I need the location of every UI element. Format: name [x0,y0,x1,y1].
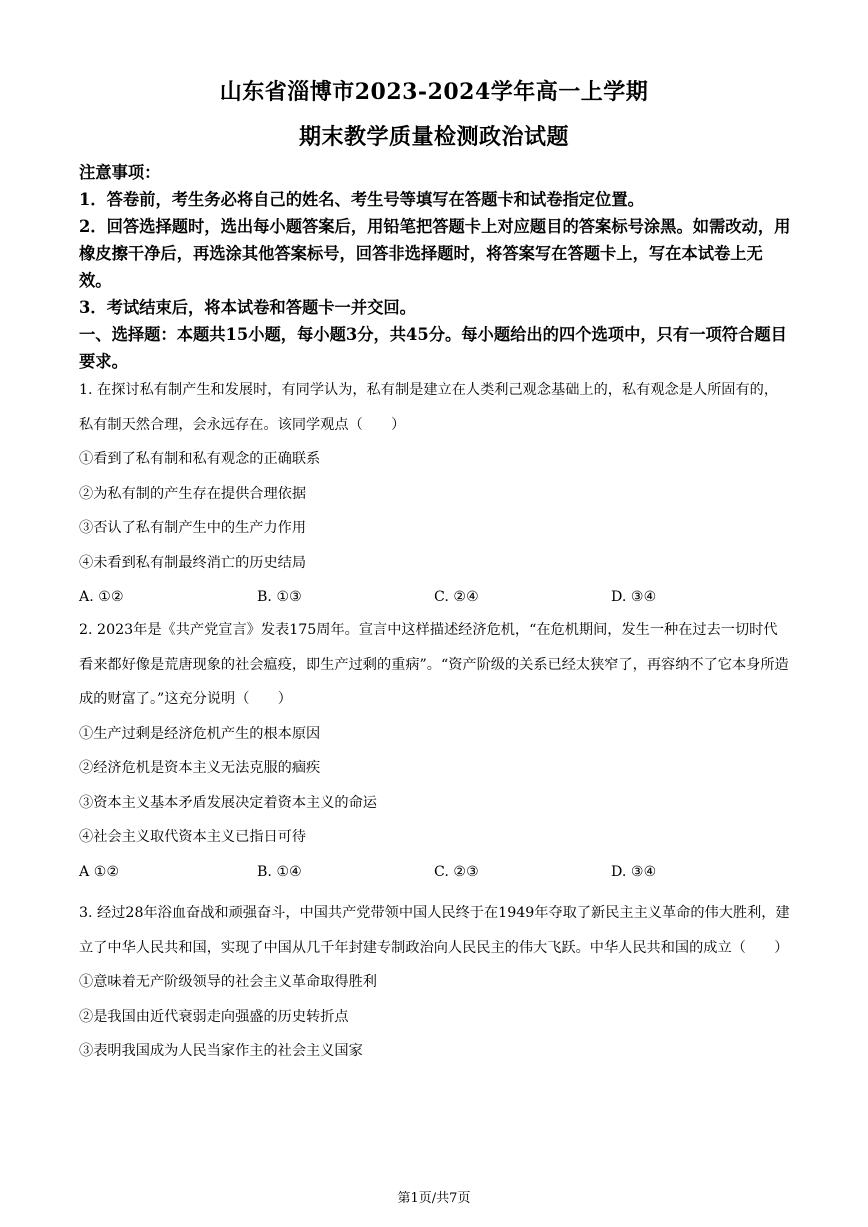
notice-item-2: 2．回答选择题时，选出每小题答案后，用铅笔把答题卡上对应题目的答案标号涂黑。如需改动，用橡皮擦干净后，再选涂其他答案标号，回答非选择题时，将答案写在答题卡上，写在本试卷上无效。 [79,217,791,290]
notice-item-1: 1．答卷前，考生务必将自己的姓名、考生号等填写在答题卡和试卷指定位置。 [79,190,644,209]
question-stem: 2. 2023年是《共产党宣言》发表175周年。宣言中这样描述经济危机，“在危机期间，发生一种在过去一切时代看来都好像是荒唐现象的社会瘟疫，即生产过剩的重病”。“资产阶级的关系已经太狭窄了，再容纳不了它本身所造成的财富了。”这充分说明（ ） [79,622,789,707]
option-d: D. ③④ [611,589,657,605]
section-heading: 一、选择题：本题共15小题，每小题3分，共45分。每小题给出的四个选项中，只有一项符合题目要求。 [79,325,787,371]
question-item: ③表明我国成为人民当家作主的社会主义国家 [79,1043,363,1059]
option-b: B. ①④ [257,863,302,880]
answer-options [79,580,791,614]
question-1 [79,373,791,614]
question-item: ③否认了私有制产生中的生产力作用 [79,520,307,536]
notice-heading: 注意事项： [79,163,161,182]
question-3 [79,896,791,1069]
page-footer: 第1页/共7页 [397,1191,471,1206]
question-item: ③资本主义基本矛盾发展决定着资本主义的命运 [79,794,377,811]
option-b: B. ①③ [257,589,302,605]
option-c: C. ②④ [434,589,479,605]
question-item: ②经济危机是资本主义无法克服的痼疾 [79,760,321,776]
question-item: ④未看到私有制最终消亡的历史结局 [79,554,307,571]
option-a: A ①② [79,863,120,880]
question-item: ①意味着无产阶级领导的社会主义革命取得胜利 [79,974,377,990]
question-item: ①生产过剩是经济危机产生的根本原因 [79,725,321,742]
option-a: A. ①② [79,589,124,605]
option-d: D. ③④ [611,863,657,880]
notice-item-3: 3．考试结束后，将本试卷和答题卡一并交回。 [79,298,416,317]
question-2 [79,613,791,889]
question-item: ②为私有制的产生存在提供合理依据 [79,485,307,502]
question-stem: 3. 经过28年浴血奋战和顽强奋斗，中国共产党带领中国人民终于在1949年夺取了新民主主义革命的伟大胜利，建立了中华人民共和国，实现了中国从几千年封建专制政治向人民民主的伟大飞跃。中华人民共和国的成立（ ） [79,905,790,956]
question-item: ①看到了私有制和私有观念的正确联系 [79,451,321,467]
answer-options [79,855,791,889]
question-item: ④社会主义取代资本主义已指日可待 [79,829,307,845]
question-item: ②是我国由近代衰弱走向强盛的历史转折点 [79,1008,349,1025]
notice-section [79,159,791,375]
question-stem: 1. 在探讨私有制产生和发展时，有同学认为，私有制是建立在人类利己观念基础上的，私有观念是人所固有的，私有制天然合理，会永远存在。该同学观点（ ） [79,382,779,433]
exam-title-line-1: 山东省淄博市2023-2024学年高一上学期 [219,79,649,105]
exam-title-line-2: 期末教学质量检测政治试题 [298,124,569,150]
option-c: C. ②③ [434,863,479,880]
